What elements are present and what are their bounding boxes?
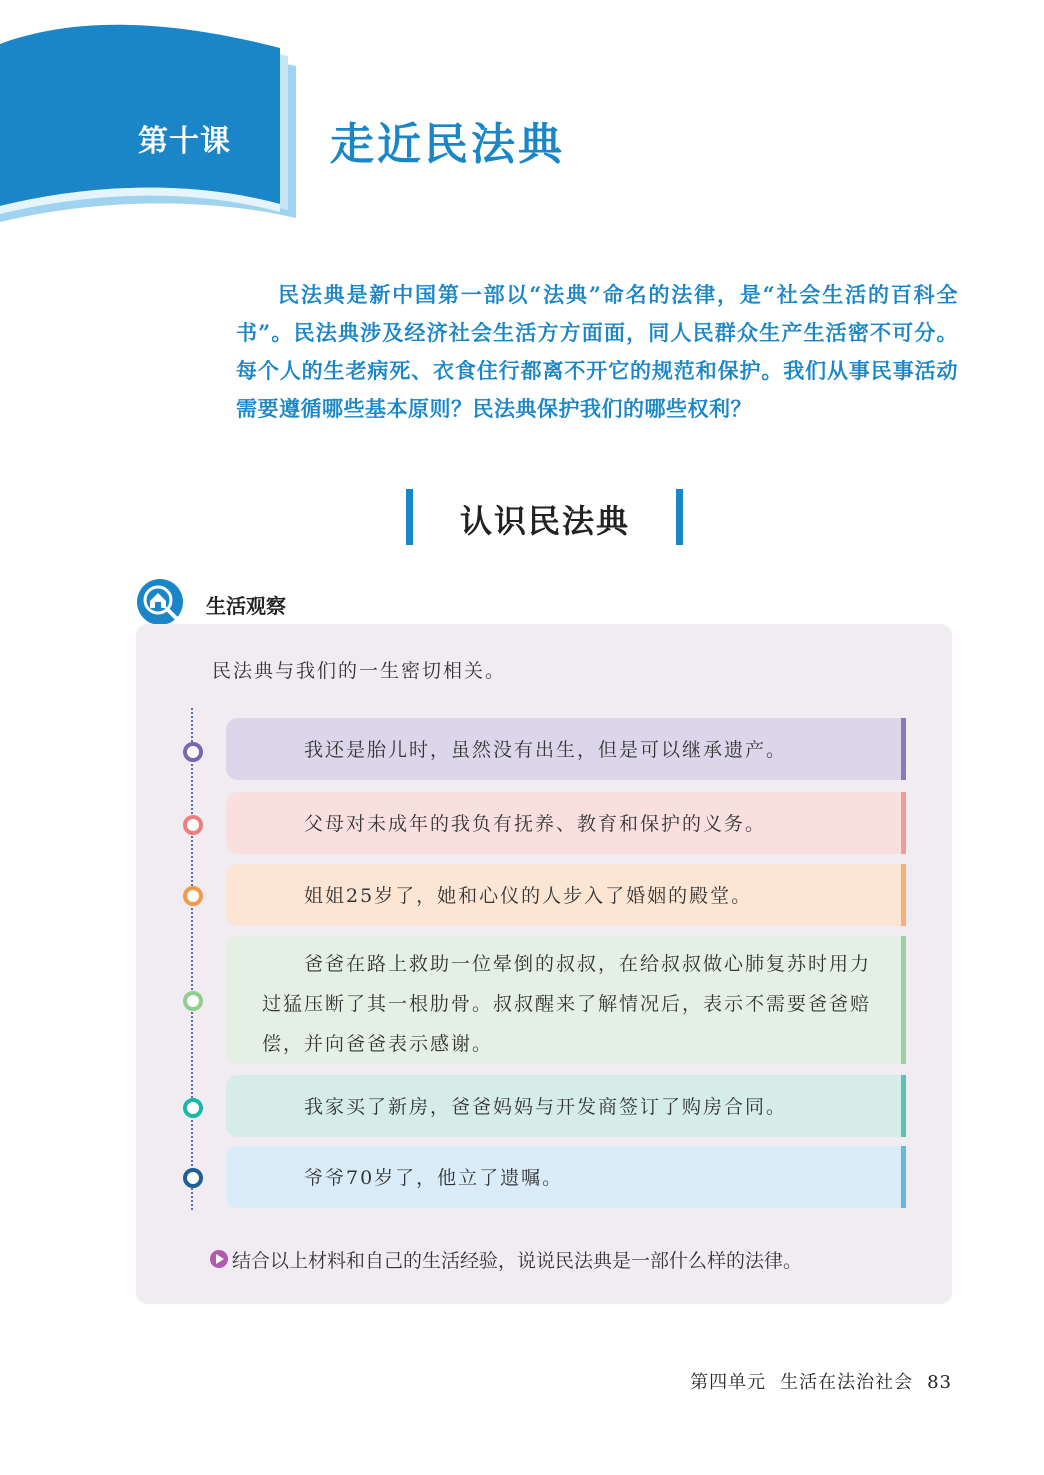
timeline-card-text: 爸爸在路上救助一位晕倒的叔叔，在给叔叔做心肺复苏时用力过猛压断了其一根肋骨。叔叔醒来了解情况后，表示不需要爸爸赔偿，并向爸爸表示感谢。 — [262, 953, 872, 1055]
section-title: 认识民法典 — [459, 502, 630, 540]
timeline-card-accent — [901, 718, 906, 780]
lesson-title: 走近民法典 — [330, 119, 565, 170]
timeline-card-accent — [901, 1075, 906, 1137]
timeline-card-text: 我还是胎儿时，虽然没有出生，但是可以继承遗产。 — [304, 739, 788, 761]
timeline-line — [191, 708, 193, 1210]
timeline-dot — [183, 742, 203, 762]
timeline-card — [226, 864, 906, 926]
timeline-card-accent — [901, 936, 906, 1064]
timeline-card-text: 我家买了新房，爸爸妈妈与开发商签订了购房合同。 — [304, 1096, 788, 1118]
timeline-card-text: 父母对未成年的我负有抚养、教育和保护的义务。 — [304, 813, 767, 835]
section-bar-left — [406, 489, 413, 545]
timeline-card — [226, 936, 906, 1064]
page-number: 83 — [927, 1372, 952, 1393]
timeline-card — [226, 1075, 906, 1137]
timeline-card — [226, 718, 906, 780]
footer-unit-title: 生活在法治社会 — [780, 1372, 914, 1393]
timeline-card-accent — [901, 864, 906, 926]
timeline-card — [226, 1146, 906, 1208]
page-footer — [676, 1368, 952, 1394]
timeline-dot — [183, 815, 203, 835]
intro-paragraph: 民法典是新中国第一部以“法典”命名的法律，是“社会生活的百科全书”。民法典涉及经济社会生活方方面面，同人民群众生产生活密不可分。每个人的生老病死、衣食住行都离不开它的规范和保护。我们从事民事活动需要遵循哪些基本原则？民法典保护我们的哪些权利？ — [236, 282, 958, 421]
play-bullet-icon — [210, 1250, 228, 1268]
house-magnifier-icon — [136, 578, 184, 626]
footer-unit: 第四单元 — [690, 1372, 767, 1393]
timeline-dot — [183, 1168, 203, 1188]
discussion-question: 结合以上材料和自己的生活经验，说说民法典是一部什么样的法律。 — [232, 1250, 803, 1272]
observation-label: 生活观察 — [206, 594, 286, 618]
timeline-dot — [183, 886, 203, 906]
timeline-card-accent — [901, 792, 906, 854]
timeline-dot — [183, 991, 203, 1011]
panel-lead-text: 民法典与我们的一生密切相关。 — [212, 660, 507, 682]
timeline-card-text: 爷爷70岁了，他立了遗嘱。 — [304, 1167, 564, 1189]
lesson-number: 第十课 — [138, 124, 231, 159]
timeline-card-text: 姐姐25岁了，她和心仪的人步入了婚姻的殿堂。 — [304, 885, 753, 907]
timeline-card — [226, 792, 906, 854]
timeline-card-accent — [901, 1146, 906, 1208]
section-bar-right — [676, 489, 683, 545]
timeline-dot — [183, 1098, 203, 1118]
